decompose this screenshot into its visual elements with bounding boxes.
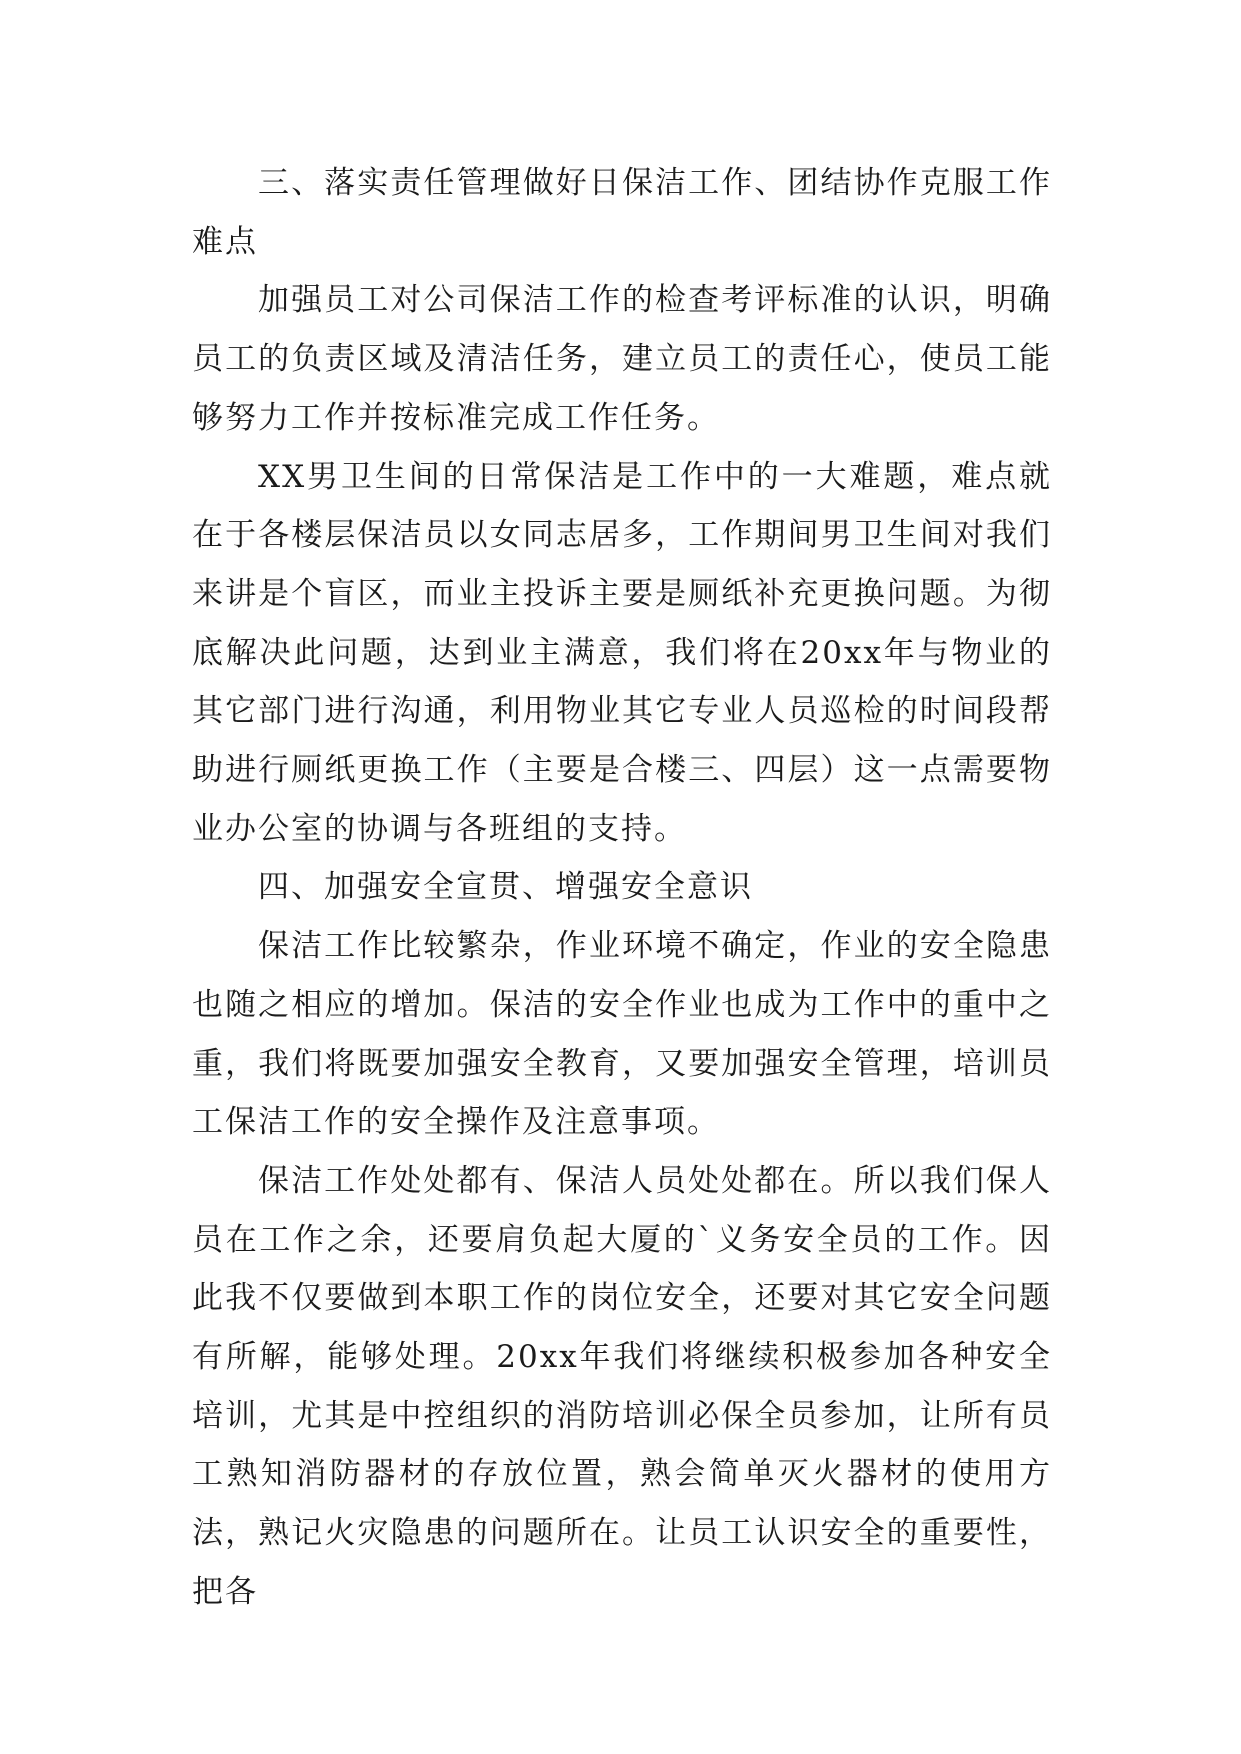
paragraph: 保洁工作比较繁杂，作业环境不确定，作业的安全隐患也随之相应的增加。保洁的安全作业也成为工作中的重中之重，我们将既要加强安全教育，又要加强安全管理，培训员工保洁工作的安全操作及注意事项。: [192, 928, 1052, 1141]
paragraph: 加强员工对公司保洁工作的检查考评标准的认识，明确员工的负责区域及清洁任务，建立员工的责任心，使员工能够努力工作并按标准完成工作任务。: [192, 282, 1052, 436]
paragraph: XX男卫生间的日常保洁是工作中的一大难题，难点就在于各楼层保洁员以女同志居多，工作期间男卫生间对我们来讲是个盲区，而业主投诉主要是厕纸补充更换问题。为彻底解决此问题，达到业主满意，我们将在20xx年与物业的其它部门进行沟通，利用物业其它专业人员巡检的时间段帮助进行厕纸更换工作（主要是合楼三、四层）这一点需要物业办公室的协调与各班组的支持。: [192, 458, 1052, 847]
document-body: [192, 154, 1052, 1622]
section-heading-four: 四、加强安全宣贯、增强安全意识: [258, 869, 753, 906]
section-heading-three: 三、落实责任管理做好日保洁工作、团结协作克服工作难点: [192, 165, 1052, 260]
paragraph: 保洁工作处处都有、保洁人员处处都在。所以我们保人员在工作之余，还要肩负起大厦的`义务安全员的工作。因此我不仅要做到本职工作的岗位安全，还要对其它安全问题有所解，能够处理。20xx年我们将继续积极参加各种安全培训，尤其是中控组织的消防培训必保全员参加，让所有员工熟知消防器材的存放位置，熟会简单灭火器材的使用方法，熟记火灾隐患的问题所在。让员工认识安全的重要性，把各: [192, 1162, 1052, 1610]
